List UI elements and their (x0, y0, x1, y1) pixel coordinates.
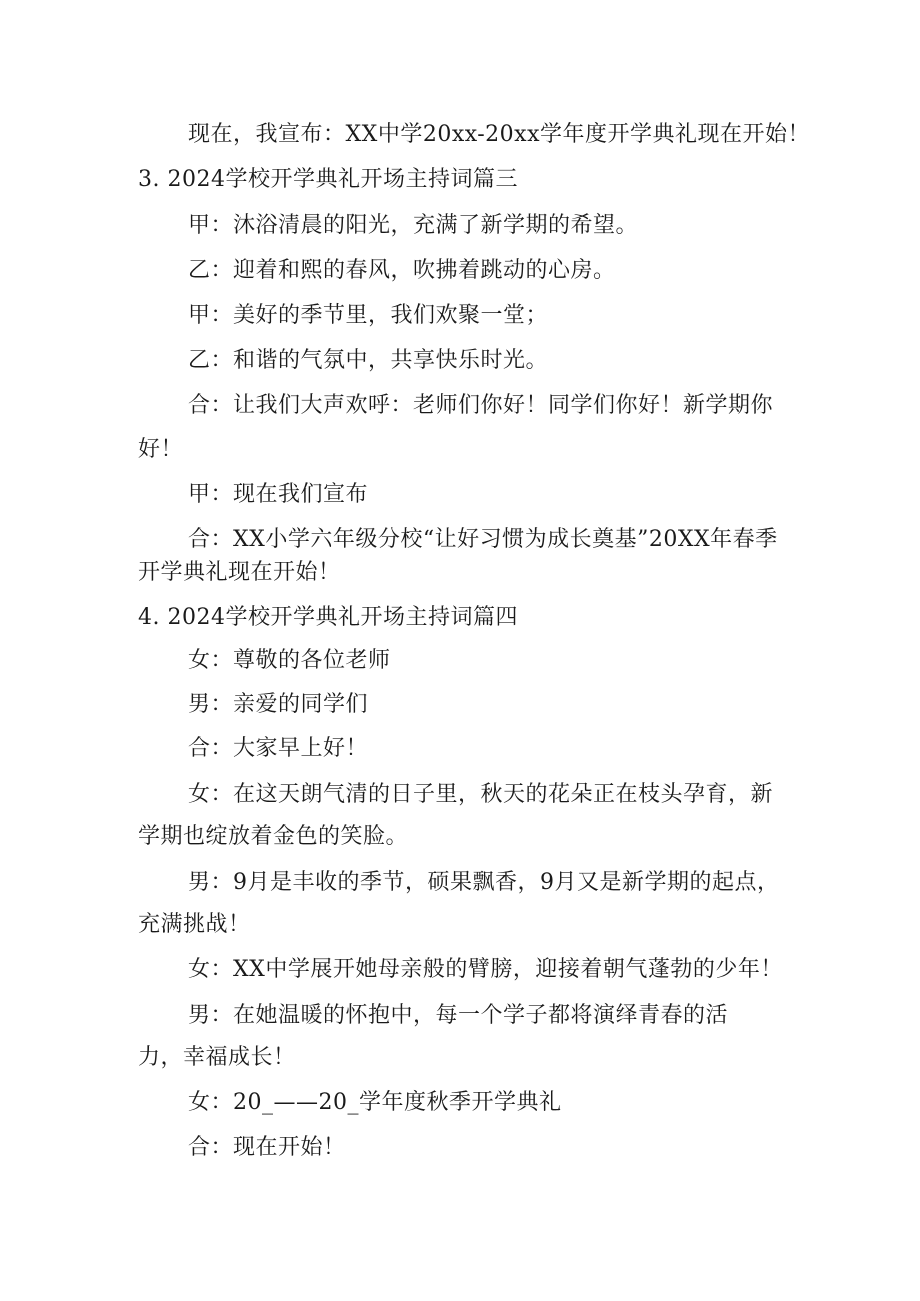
dialogue-line: 合：让我们大声欢呼：老师们你好！同学们你好！新学期你 (188, 393, 774, 418)
dialogue-line: 女：XX中学展开她母亲般的臂膀，迎接着朝气蓬勃的少年！ (188, 957, 783, 982)
dialogue-line-continuation: 开学典礼现在开始！ (138, 560, 341, 585)
dialogue-line: 甲：美好的季节里，我们欢聚一堂； (188, 303, 549, 328)
dialogue-line: 甲：沐浴清晨的阳光，充满了新学期的希望。 (188, 213, 639, 238)
dialogue-line-continuation: 学期也绽放着金色的笑脸。 (138, 824, 409, 849)
dialogue-line: 合：现在开始！ (188, 1135, 346, 1160)
dialogue-line: 男：9月是丰收的季节，硕果飘香，9月又是新学期的起点， (188, 870, 780, 895)
dialogue-line: 乙：迎着和熙的春风，吹拂着跳动的心房。 (188, 258, 616, 283)
dialogue-line: 女：20_——20_学年度秋季开学典礼 (188, 1090, 562, 1115)
dialogue-line: 男：在她温暖的怀抱中，每一个学子都将演绎青春的活 (188, 1003, 729, 1028)
dialogue-line: 女：在这天朗气清的日子里，秋天的花朵正在枝头孕育，新 (188, 782, 774, 807)
dialogue-line: 合：大家早上好！ (188, 736, 369, 761)
dialogue-line: 男：亲爱的同学们 (188, 692, 369, 717)
dialogue-line-continuation: 充满挑战！ (138, 912, 251, 937)
paragraph-announcement: 现在，我宣布：XX中学20xx-20xx学年度开学典礼现在开始！ (188, 122, 810, 147)
dialogue-line-continuation: 好！ (138, 437, 184, 462)
section-heading-3: 3. 2024学校开学典礼开场主持词篇三 (138, 167, 518, 192)
dialogue-line: 甲：现在我们宣布 (188, 482, 369, 507)
dialogue-line: 合：XX小学六年级分校“让好习惯为成长奠基”20XX年春季 (188, 527, 778, 552)
dialogue-line: 女：尊敬的各位老师 (188, 648, 391, 673)
dialogue-line: 乙：和谐的气氛中，共享快乐时光。 (188, 348, 549, 373)
section-heading-4: 4. 2024学校开学典礼开场主持词篇四 (138, 605, 518, 630)
dialogue-line-continuation: 力，幸福成长！ (138, 1045, 296, 1070)
